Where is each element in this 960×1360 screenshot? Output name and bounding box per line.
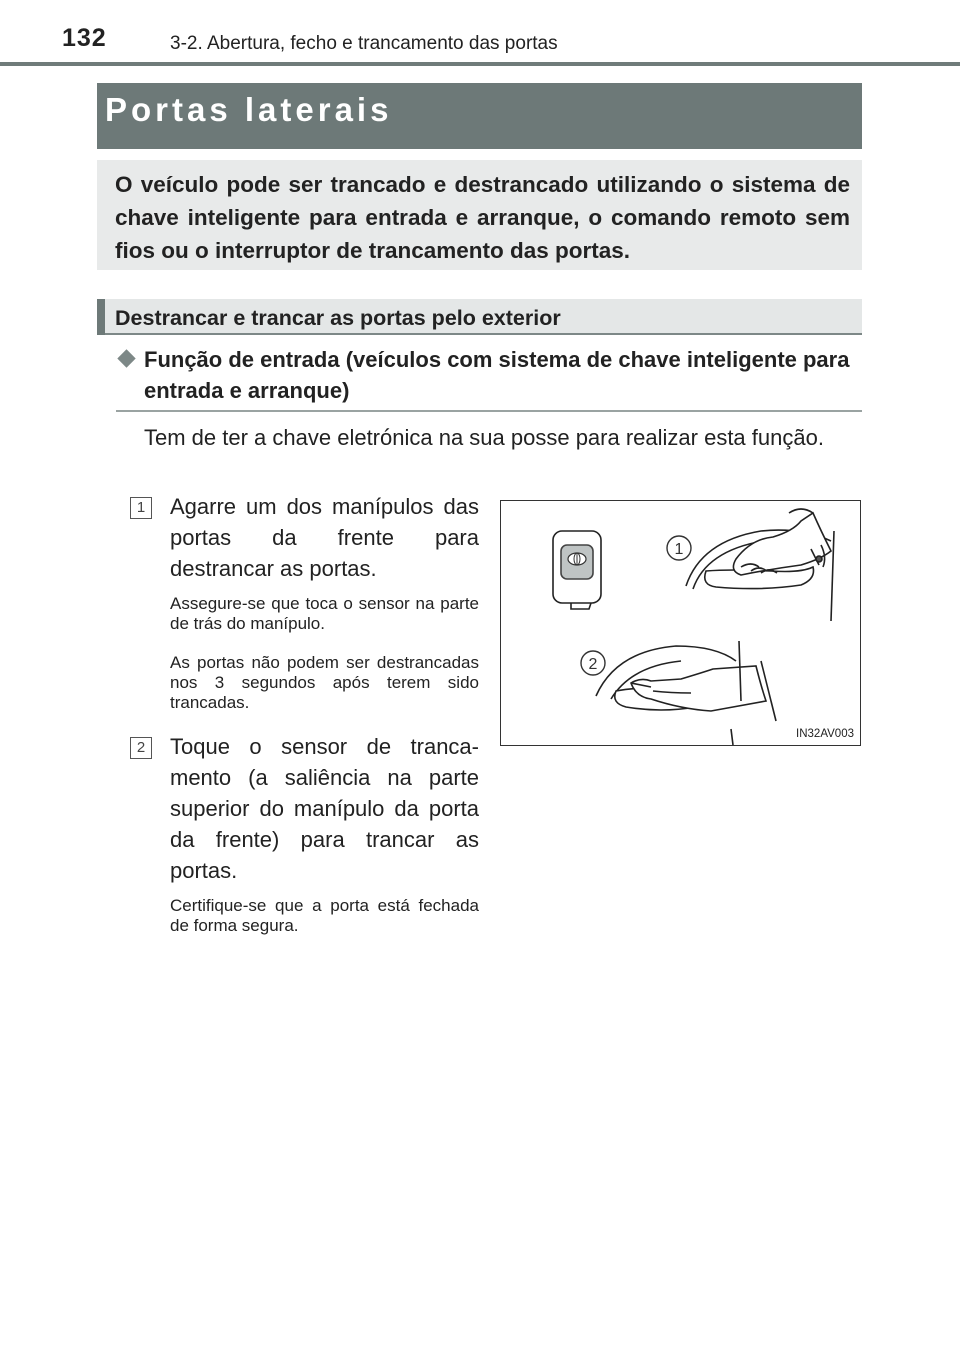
subsection-title: Função de entrada (veículos com sistema de chave inteligente para entrada e arranque) — [144, 347, 850, 403]
subsection-body: Tem de ter a chave eletrónica na sua posse para realizar esta função. — [144, 425, 824, 450]
door-handle-figure — [500, 500, 861, 746]
section-accent — [97, 299, 105, 335]
subsection-heading — [116, 344, 862, 410]
door-handle-grab-illustration — [686, 509, 834, 621]
step-number-2: 2 — [130, 737, 152, 759]
step-1-text: Agarre um dos manípulos das portas da frente para destrancar as portas. — [170, 494, 479, 581]
header-divider — [0, 62, 960, 66]
intro-text: O veículo pode ser trancado e destrancado utilizando o sistema de chave inteligente para entrada e arranque, o comando remoto sem fios ou o interruptor de trancamento das portas. — [115, 172, 850, 263]
step-number-1: 1 — [130, 497, 152, 519]
section-title: Destrancar e trancar as portas pelo exterior — [115, 306, 561, 330]
step-2-text: Toque o sensor de tranca-mento (a saliência na parte superior do manípulo da porta da frente) para trancar as portas. — [170, 734, 479, 883]
diamond-bullet-icon — [117, 349, 135, 367]
callout-2-label: 2 — [588, 656, 598, 673]
step-2-note-1: Certifique-se que a porta está fechada de forma segura. — [170, 896, 479, 935]
smart-key-icon — [553, 531, 601, 609]
page-header — [0, 0, 960, 66]
step-1-note-1: Assegure-se que toca o sensor na parte de trás do manípulo. — [170, 594, 479, 633]
subsection-divider — [116, 410, 862, 412]
page-title: Portas laterais — [105, 91, 393, 128]
callout-1-label: 1 — [674, 541, 684, 558]
page-number: 132 — [62, 24, 107, 52]
title-banner — [97, 83, 862, 149]
door-handle-touch-illustration — [596, 641, 776, 745]
section-heading-bar — [97, 299, 862, 335]
figure-illustration — [501, 501, 862, 747]
figure-code: IN32AV003 — [796, 728, 854, 740]
chapter-section-title: 3-2. Abertura, fecho e trancamento das portas — [170, 33, 558, 54]
intro-box — [97, 160, 862, 270]
step-1-note-2: As portas não podem ser destrancadas nos 3 segundos após terem sido trancadas. — [170, 653, 479, 712]
